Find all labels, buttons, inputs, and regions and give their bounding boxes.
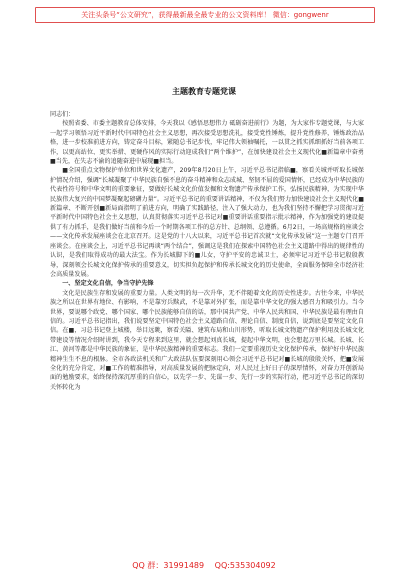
paragraph: 文化是民族生存和发展的重要力量。人类文明的每一次升华，无不伴随着文化的历史性进步。古往今来，中华民族之所以在世界有地位、有影响，不是靠穷兵黩武，不是靠对外扩张，而是靠中华文化的强大感召力和吸引力。当今世界，要说哪个政党、哪个国家、哪个民族能够自信的话，那中国共产党、中华人民共和国、中华民族是最有理由自信的。习近平总书记指出，我们说要坚定中国特色社会主义道路自信、理论自信、制度自信，说到底是要坚定文化自信。在■，习总书记登上城楼，举目远眺，察看关隘、建筑布局和山川形势，听取长城文物遗产保护利用及长城文化带建设等情况介绍时讲到，我今天专程来到这里，就会想起刘真长城，提起中华文明，也会想起万里长城。长城、长江、黄河等都是中华民族的象征，是中华民族精神的重要标志。我们一定要重视历史文化保护传承，保护好中华民族精神生生不息的根脉。全市各政法机关和广大政法队伍要深刻用心领会习近平总书记对■长城的殷殷关怀，把■发展全化的充分肯定，对■工作的精准指导，对高质量发展的把脉定向，对人民过上好日子的深厚情怀，对奋力开创新局面的勉励要求，始终保持深沉厚重的自信心，以先学一步、先谋一步、先行一步的实际行动，把习近平总书记的深切关怀转化为 — [50, 289, 364, 391]
banner: 关注头条号“公文研究”，获得最新最全最专业的公文资料库！ 微信：gongwenr — [35, 7, 375, 23]
greeting: 同志们： — [50, 111, 75, 118]
paragraph: ■全国重点文物保护单位和世界文化遗产，209年8月20日上午，习近平总书记指临■，察看关城并听取长城保护情况介绍，强调“长城凝聚了中华民族自强不息的奋斗精神和众志成城、坚韧不屈的爱国情怀，已经成为中华民族的代表性符号和中华文明的重要象征，要做好长城文化价值发掘和文物遗产传承保护工作，弘扬民族精神，为实现中华民族伟大复兴的中国梦凝聚起磅礴力量”。习近平总书记的重要讲话精神，不仅为我们努力加快建设社会主义现代化■新篇章、不断开创■新局面指明了前进方向，明确了实践路径，注入了强大动力，也为我们坚持不懈把学习贯彻习近平新时代中国特色社会主义思想，认真贯彻落实习近平总书记对■重要讲话重要指示批示精神，作为加强党的建设提供了有力抓手，是我们做好当前和今后一个时期各项工作的总方针、总纲领、总遵循。6月2日，一场高规格的座谈会——文化传承发展座谈会在北京召开。这是党的十八大以来，习近平总书记首次就“文化传承发展”这一主题专门召开座谈会。在座谈会上，习近平总书记再谈“两个结合”，强调这是我们在探索中国特色社会主义道路中得出的规律性的认识，是我们取得成功的最大法宝。作为长城脚下的■儿女，守护平安的忠诚卫士，必须牢记习近平总书记殷殷教导，深刻领会长城文化保护传承的重要意义，切实担负起保护和传承长城文化的历史使命，全面服务保障全市经济社会高质量发展。 — [50, 167, 364, 278]
qq-text: QQ:535304092 — [214, 561, 276, 570]
document-body — [50, 110, 364, 392]
footer — [0, 560, 408, 571]
document-title: 主题教育专题党课 — [172, 87, 236, 96]
section-heading: 一、坚定文化自信，争当守护先锋 — [62, 280, 154, 288]
paragraph: 按照省委、市委主题教育总体安排，今天我以《感悟思想伟力 砥砺奋进前行》为题，为大家作专题党课，与大家一起学习领悟习近平新时代中国特色社会主义思想，再次接受思想洗礼，接受党性锤炼，提升党性修养，锤炼政治品格，进一步校准前进方向，铸定奋斗目标，紧随总书记步伐，牢记伟大领袖嘱托，一以贯之抓实抓细抓好当前各项工作，以更高站位、更实举措、更硬作风的实际行动迎成我们“两个维护”，在加快建设社会主义现代化■新篇章中奋勇■当先，在失志不渝的追随奋进中展现■担当。 — [50, 120, 364, 166]
qq-group-text: QQ 群：31991489 — [132, 561, 205, 570]
